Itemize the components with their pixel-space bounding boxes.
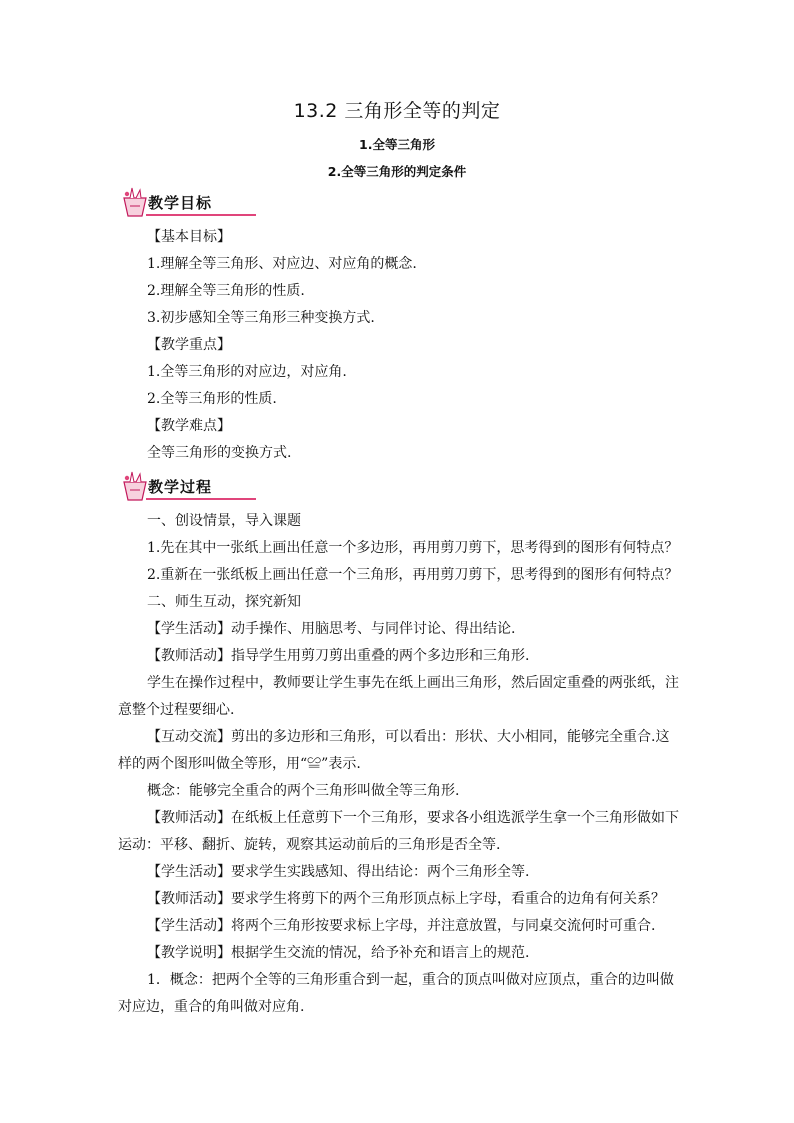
section-header-process <box>118 470 258 504</box>
subtitle-2: 2.全等三角形的判定条件 <box>327 164 467 179</box>
text-line: 【教学说明】根据学生交流的情况，给予补充和语言上的规范. <box>147 945 530 961</box>
text-line: 1.全等三角形的对应边，对应角. <box>147 364 347 380</box>
text-line: 2.理解全等三角形的性质. <box>147 283 305 299</box>
text-line: 【学生活动】动手操作、用脑思考、与同伴讨论、得出结论. <box>147 621 516 637</box>
text-line: 意整个过程要细心. <box>118 702 235 718</box>
page-title: 13.2 三角形全等的判定 <box>293 100 501 122</box>
text-line: 2.全等三角形的性质. <box>147 391 277 407</box>
text-line: 【学生活动】要求学生实践感知、得出结论：两个三角形全等. <box>147 864 530 880</box>
text-line: 【教学难点】 <box>147 418 231 434</box>
text-line: 【教师活动】指导学生用剪刀剪出重叠的两个多边形和三角形. <box>147 648 530 664</box>
text-line: 对应边，重合的角叫做对应角. <box>118 999 305 1015</box>
section-underline <box>146 214 256 216</box>
text-line: 【学生活动】将两个三角形按要求标上字母，并注意放置，与同桌交流何时可重合. <box>147 918 656 934</box>
text-line: 【互动交流】剪出的多边形和三角形，可以看出：形状、大小相同，能够完全重合.这 <box>147 729 670 745</box>
section-title-goals: 教学目标 <box>148 194 213 212</box>
text-line: 二、师生互动，探究新知 <box>147 594 301 610</box>
text-line: 3.初步感知全等三角形三种变换方式. <box>147 310 375 326</box>
text-line: 【教师活动】在纸板上任意剪下一个三角形，要求各小组选派学生拿一个三角形做如下 <box>147 810 679 826</box>
text-line: 【教学重点】 <box>147 337 231 353</box>
text-line: 1．概念：把两个全等的三角形重合到一起，重合的顶点叫做对应顶点，重合的边叫做 <box>147 972 674 988</box>
text-line: 样的两个图形叫做全等形，用“≌”表示. <box>118 756 361 772</box>
subtitle-1: 1.全等三角形 <box>359 137 435 152</box>
text-line: 1.理解全等三角形、对应边、对应角的概念. <box>147 256 417 272</box>
text-line: 概念：能够完全重合的两个三角形叫做全等三角形. <box>147 783 460 799</box>
section-underline <box>146 498 256 500</box>
text-line: 一、创设情景，导入课题 <box>147 513 301 529</box>
text-line: 全等三角形的变换方式. <box>147 445 292 461</box>
text-line: 学生在操作过程中，教师要让学生事先在纸上画出三角形，然后固定重叠的两张纸，注 <box>147 675 679 691</box>
text-line: 【教师活动】要求学生将剪下的两个三角形顶点标上字母，看重合的边角有何关系？ <box>147 891 665 907</box>
text-line: 【基本目标】 <box>147 229 231 245</box>
text-line: 1.先在其中一张纸上画出任意一个多边形，再用剪刀剪下，思考得到的图形有何特点？ <box>147 540 679 556</box>
section-header-goals <box>118 186 258 220</box>
text-line: 2.重新在一张纸板上画出任意一个三角形，再用剪刀剪下，思考得到的图形有何特点？ <box>147 567 679 583</box>
text-line: 运动：平移、翻折、旋转，观察其运动前后的三角形是否全等. <box>118 837 501 853</box>
section-title-process: 教学过程 <box>148 478 213 496</box>
